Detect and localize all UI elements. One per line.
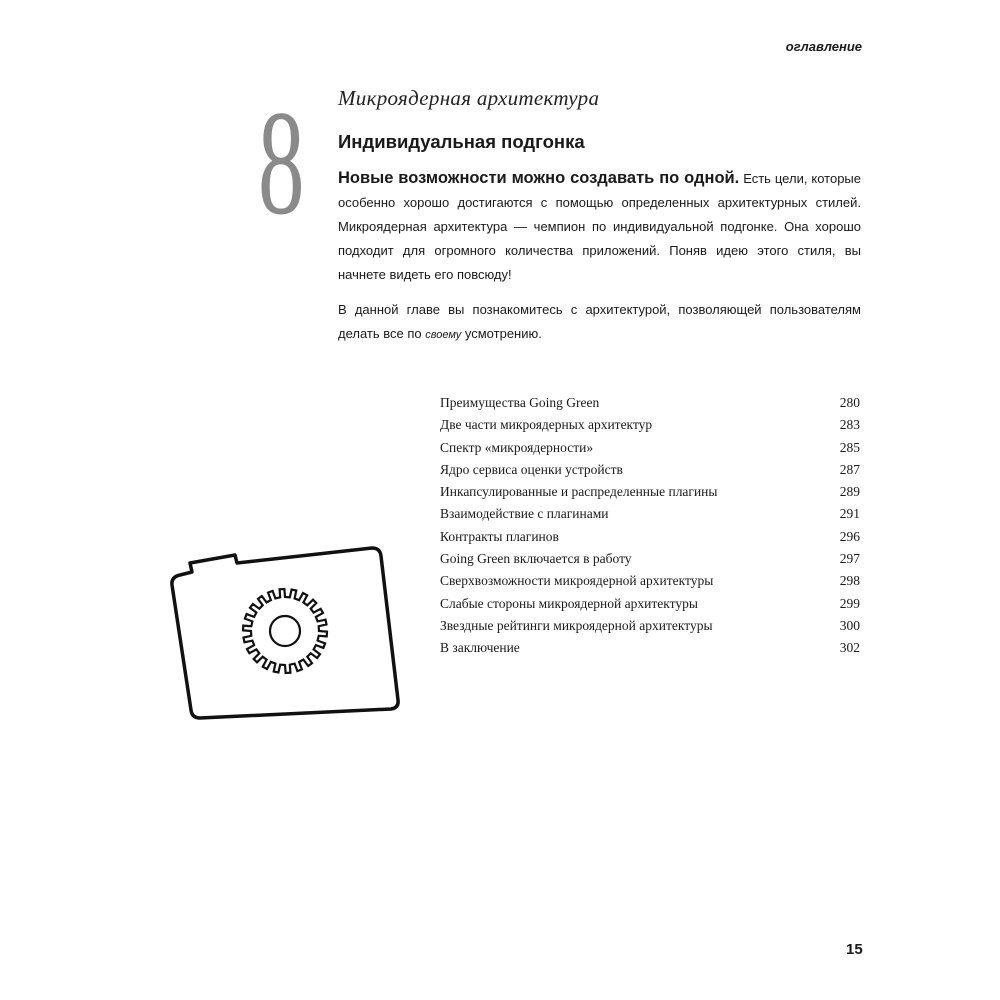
toc-entry-page: 291	[839, 506, 860, 522]
gear-icon	[243, 589, 327, 673]
toc-entry-title: В заключение	[440, 640, 520, 656]
camera-body-outline	[172, 548, 398, 718]
toc-entry-title: Звездные рейтинги микроядерной архитектуры	[440, 617, 713, 633]
toc-entry-title: Преимущества Going Green	[440, 395, 600, 410]
toc-entry-title: Ядро сервиса оценки устройств	[440, 461, 623, 477]
summary-text-end: усмотрению.	[461, 326, 542, 341]
intro-lead: Новые возможности можно создавать по одной.	[338, 169, 740, 187]
chapter-heading: Индивидуальная подгонка	[338, 131, 585, 152]
toc-entry-page: 283	[839, 417, 860, 433]
toc-entry-page: 297	[839, 551, 860, 567]
toc-entry-title: Спектр «микроядерности»	[440, 439, 594, 455]
toc-entry-page: 280	[839, 395, 860, 410]
chapter-title: Микроядерная архитектура	[338, 86, 600, 110]
toc-entry-title: Инкапсулированные и распределенные плагины	[440, 484, 718, 500]
toc-entry-title: Going Green включается в работу	[440, 551, 632, 567]
toc-entry-title: Слабые стороны микроядерной архитектуры	[440, 595, 698, 611]
running-head: оглавление	[785, 39, 862, 54]
intro-text: Есть цели, которые особенно хорошо достигаются с помощью определенных архитектурных стилей. Микроядерная архитектура — чемпион по индивидуальной подгонке. Она хорошо подходит для огромного количества приложений. Поняв идею этого стиля, вы начнете видеть его повсюду!	[338, 171, 861, 282]
summary-text: В данной главе вы познакомитесь с архитектурой, позволяющей пользователям делать все по	[338, 302, 861, 341]
toc-entry-title: Сверхвозможности микроядерной архитектуры	[440, 573, 714, 589]
toc-entry-page: 299	[839, 595, 860, 611]
toc-entry-page: 287	[839, 461, 860, 477]
toc-entry-page: 296	[839, 528, 860, 544]
gear-hub-icon	[270, 616, 300, 646]
toc-entry-page: 300	[839, 617, 860, 633]
page-number: 15	[846, 941, 863, 958]
toc-entry-page: 289	[839, 484, 860, 500]
summary-emphasis: своему	[425, 329, 462, 341]
toc-entry-page: 298	[839, 573, 860, 589]
toc-entry-title: Взаимодействие с плагинами	[440, 506, 609, 522]
toc-entry-page: 285	[839, 439, 860, 455]
toc-entry-title: Контракты плагинов	[440, 528, 559, 544]
toc-entry-page: 302	[839, 640, 860, 656]
toc-entry-title: Две части микроядерных архитектур	[440, 417, 653, 433]
chapter-number: 8	[258, 80, 305, 246]
